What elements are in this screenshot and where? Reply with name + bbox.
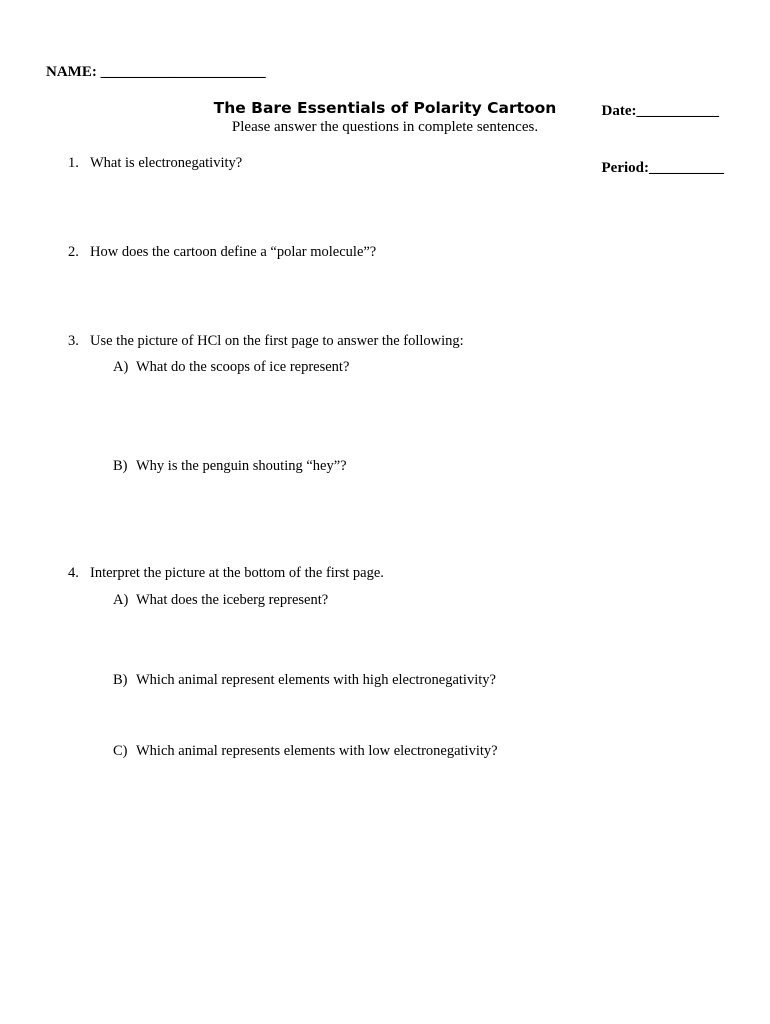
question-4-part-b <box>113 672 496 689</box>
question-3-part-a <box>113 359 349 376</box>
part-letter: C) <box>113 743 128 759</box>
part-text: Which animal represent elements with high electronegativity? <box>136 672 496 688</box>
part-text: Why is the penguin shouting “hey”? <box>136 458 347 474</box>
question-number: 1. <box>68 155 79 171</box>
question-4-part-c <box>113 743 498 760</box>
question-number: 4. <box>68 565 79 581</box>
question-3 <box>68 333 464 350</box>
question-number: 2. <box>68 244 79 260</box>
question-text: Use the picture of HCl on the first page to answer the following: <box>90 333 464 349</box>
worksheet-instructions: Please answer the questions in complete sentences. <box>231 119 539 135</box>
question-3-part-b <box>113 458 347 475</box>
part-letter: B) <box>113 672 128 688</box>
part-letter: B) <box>113 458 128 474</box>
worksheet-title: The Bare Essentials of Polarity Cartoon <box>213 99 557 117</box>
question-text: Interpret the picture at the bottom of the first page. <box>90 565 384 581</box>
part-letter: A) <box>113 592 129 608</box>
part-letter: A) <box>113 359 129 375</box>
question-1 <box>68 155 242 172</box>
question-4 <box>68 565 384 582</box>
period-field-label: Period:__________ <box>601 160 724 176</box>
date-field-label: Date:___________ <box>601 103 719 119</box>
question-4-part-a <box>113 592 328 609</box>
part-text: What do the scoops of ice represent? <box>136 359 350 375</box>
name-field-label: NAME: ______________________ <box>46 64 266 80</box>
question-2 <box>68 244 376 261</box>
question-text: How does the cartoon define a “polar molecule”? <box>90 244 377 260</box>
date-period-block <box>602 64 724 216</box>
question-number: 3. <box>68 333 79 349</box>
question-text: What is electronegativity? <box>90 155 243 171</box>
part-text: Which animal represents elements with low electronegativity? <box>136 743 498 759</box>
part-text: What does the iceberg represent? <box>136 592 329 608</box>
